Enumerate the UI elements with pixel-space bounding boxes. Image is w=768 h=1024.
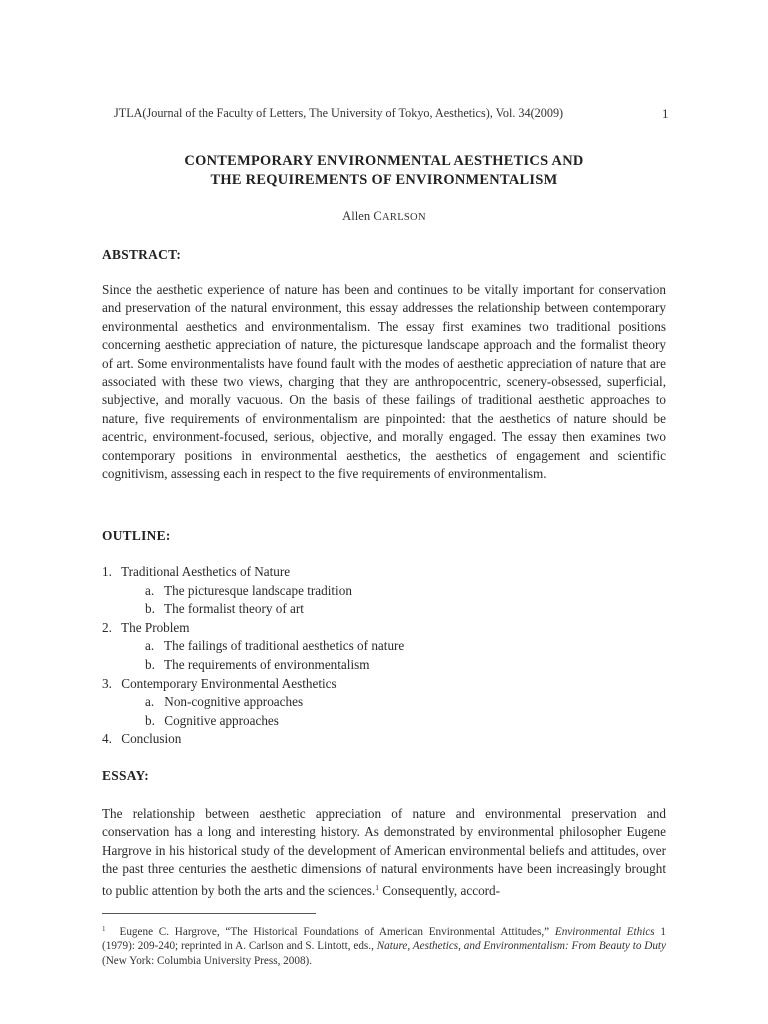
essay-heading: ESSAY: [102, 768, 149, 783]
footnote [102, 922, 666, 968]
outline-subitem-letter: a. [145, 694, 155, 710]
footnote-mark: 1 [102, 925, 106, 933]
outline-subitem [102, 600, 662, 619]
footnote-divider [102, 913, 316, 914]
outline-item-label: Contemporary Environmental Aesthetics [118, 675, 337, 691]
essay-text-before-note: The relationship between aesthetic appreciation of nature and environmental preservation and conservation has a long and interesting history. As demonstrated by environmental philosopher Eugene Hargrove in his historical study of the development of American environmental beliefs and attitudes, over the past three centuries the aesthetic dimensions of natural environments have been increasingly brought to public attention by both the arts and the sciences. [102, 806, 666, 898]
outline-subitem-letter: a. [145, 582, 155, 598]
abstract-text: Since the aesthetic experience of nature has been and continues to be vitally important for conservation and preservation of the natural environment, this essay addresses the relationship between contemporary environmental aesthetics and environmentalism. The essay first examines two traditional positions concerning aesthetic appreciation of nature, the picturesque landscape approach and the formalist theory of art. Some environmentalists have found fault with the modes of aesthetic appreciation of nature that are associated with these two views, charging that they are anthropocentric, scenery-obsessed, superficial, subjective, and morally vacuous. On the basis of these failings of traditional aesthetic approaches to nature, five requirements of environmentalism are pinpointed: that the aesthetics of nature should be acentric, environment-focused, serious, objective, and morally engaged. The essay then examines two contemporary positions in environmental aesthetics, the aesthetics of engagement and scientific cognitivism, assessing each in respect to the five requirements of environmentalism. [102, 282, 666, 482]
outline-item-label: Conclusion [118, 731, 182, 747]
outline-subitem-letter: b. [145, 656, 155, 672]
outline-subitem [102, 656, 662, 675]
footnote-reference[interactable]: 1 [375, 882, 379, 892]
outline-item-number: 4. [102, 731, 112, 747]
outline-subitem-letter: b. [145, 601, 155, 617]
outline-item-label: The Problem [118, 619, 190, 635]
title-line-2: THE REQUIREMENTS OF ENVIRONMENTALISM [210, 172, 558, 188]
outline-subitem-label: The picturesque landscape tradition [161, 582, 352, 598]
author-first-name: Allen [342, 209, 371, 223]
footnote-journal-title: Environmental Ethics [554, 926, 655, 938]
footnote-text-2: 1 (1979): 209-240; reprinted in A. Carlson and S. Lintott, eds., [102, 926, 666, 953]
outline-subitem-letter: a. [145, 638, 155, 654]
abstract-heading: ABSTRACT: [102, 247, 182, 262]
outline-subitem-label: The requirements of environmentalism [161, 656, 370, 672]
outline-subitem-label: Non-cognitive approaches [161, 694, 304, 710]
outline-item [102, 675, 662, 694]
outline-subitem-letter: b. [145, 712, 155, 728]
title-line-1: CONTEMPORARY ENVIRONMENTAL AESTHETICS AND [184, 153, 584, 169]
outline-item-number: 3. [102, 675, 112, 691]
outline-item-number: 2. [102, 619, 112, 635]
outline-subitem [102, 637, 662, 656]
essay-text-after-note: Consequently, accord- [382, 882, 501, 898]
outline-subitem [102, 693, 662, 712]
outline-subitem [102, 712, 662, 731]
outline-subitem-label: The failings of traditional aesthetics of nature [161, 638, 405, 654]
outline-item [102, 730, 662, 749]
running-head: JTLA(Journal of the Faculty of Letters, The University of Tokyo, Aesthetics), Vol. 34(2009) [114, 106, 564, 120]
author-name [100, 209, 668, 224]
page-number: 1 [662, 106, 669, 121]
article-title [100, 152, 668, 190]
outline-subitem [102, 582, 662, 601]
outline-heading: OUTLINE: [102, 528, 171, 543]
footnote-book-title: Nature, Aesthetics, and Environmentalism: From Beauty to Duty [376, 940, 666, 953]
outline-item-number: 1. [102, 564, 112, 579]
outline-item [102, 619, 662, 638]
outline-subitem-label: The formalist theory of art [161, 601, 304, 617]
footnote-text-1: Eugene C. Hargrove, “The Historical Foundations of American Environmental Attitudes,” [119, 926, 555, 938]
footnote-text-3: (New York: Columbia University Press, 2008). [102, 954, 313, 967]
outline-subitem-label: Cognitive approaches [161, 712, 279, 728]
outline-item [102, 563, 662, 582]
outline-list [102, 563, 662, 749]
author-last-name: CARLSON [373, 209, 426, 223]
essay-paragraph [102, 805, 666, 900]
outline-item-label: Traditional Aesthetics of Nature [118, 564, 291, 579]
